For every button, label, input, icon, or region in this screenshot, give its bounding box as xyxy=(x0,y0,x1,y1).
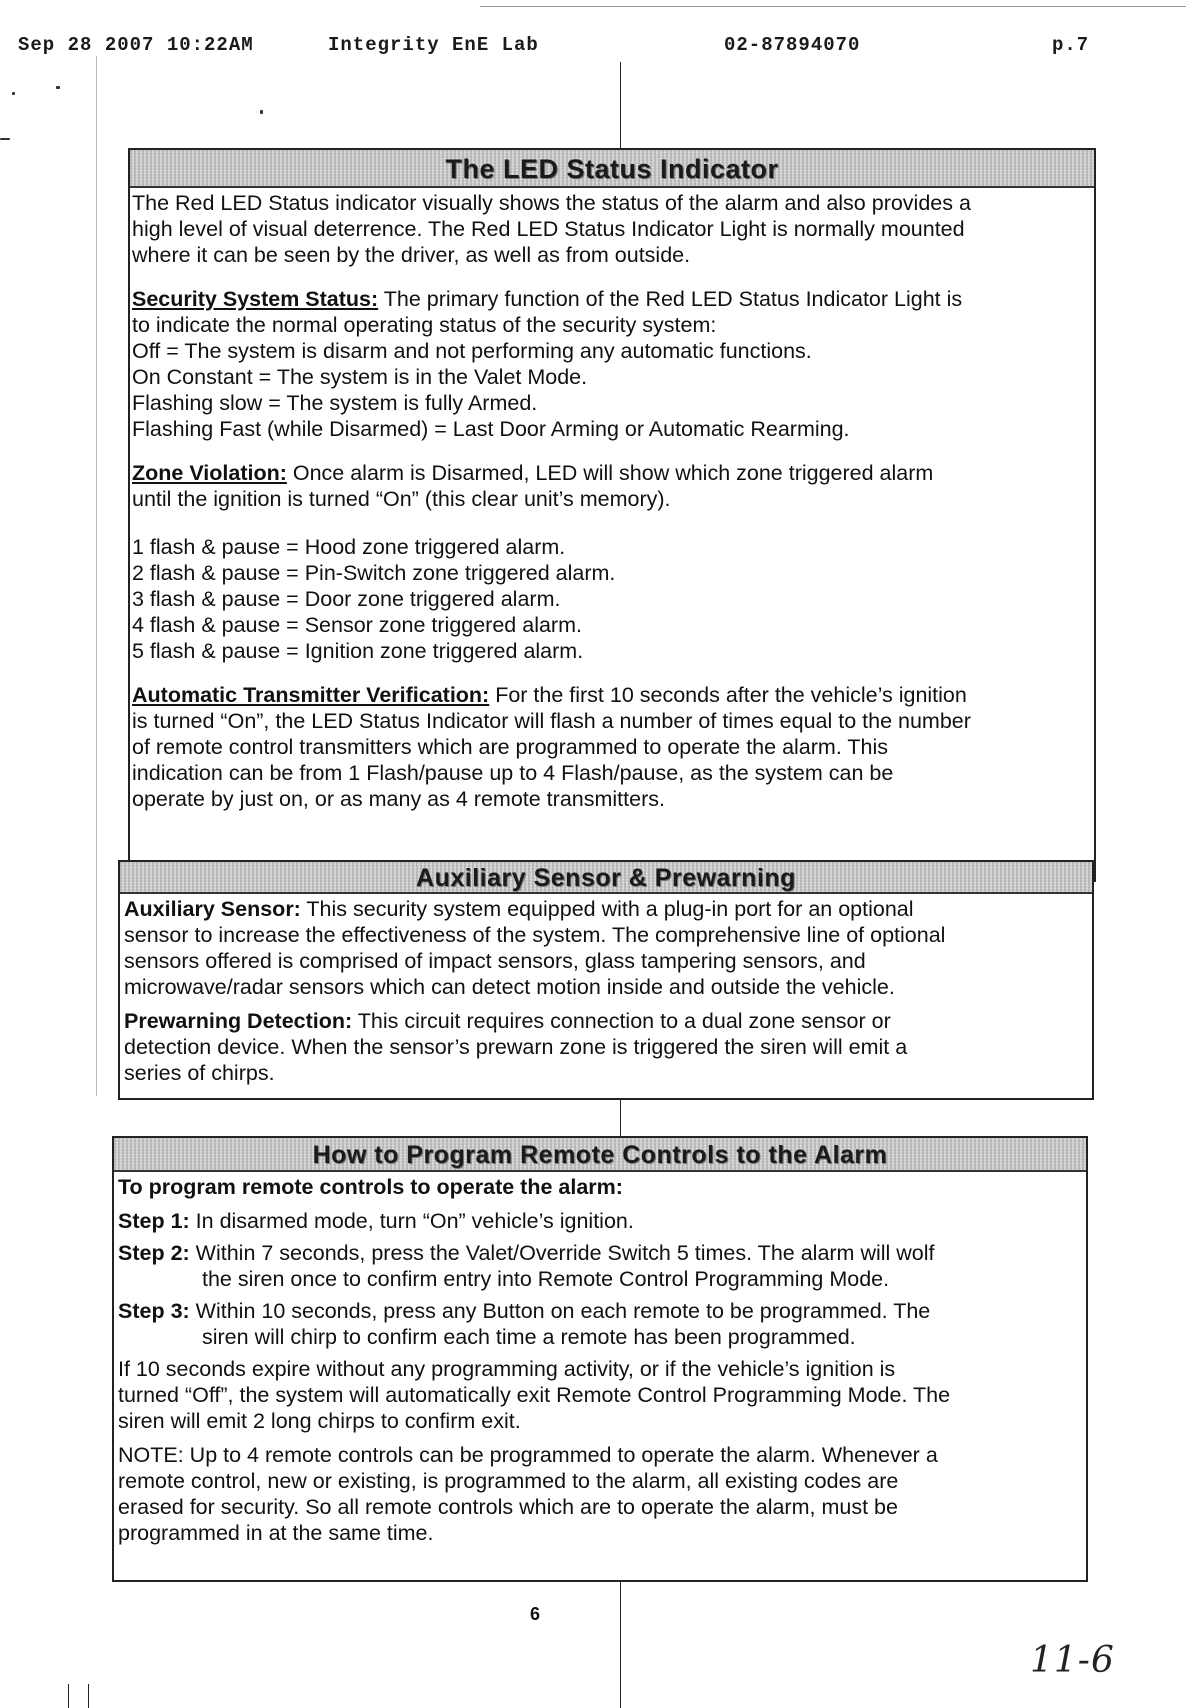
scan-speck xyxy=(56,86,60,89)
step2-text: Within 7 seconds, press the Valet/Override Switch 5 times. The alarm will wolf xyxy=(189,1241,935,1265)
note-line: erased for security. So all remote controls which are to operate the alarm, must be xyxy=(118,1495,898,1519)
flash-code-line: 3 flash & pause = Door zone triggered alarm. xyxy=(132,587,561,611)
zone-violation-line: until the ignition is turned “On” (this clear unit’s memory). xyxy=(132,487,671,511)
scan-speck xyxy=(0,138,10,140)
expire-line: siren will emit 2 long chirps to confirm exit. xyxy=(118,1409,521,1433)
scan-artifact-line xyxy=(68,1684,69,1708)
aux-sensor-line: sensors offered is comprised of impact sensors, glass tampering sensors, and xyxy=(124,949,866,973)
expire-line: turned “Off”, the system will automatically exit Remote Control Programming Mode. The xyxy=(118,1383,951,1407)
program-section-title: How to Program Remote Controls to the Alarm xyxy=(114,1138,1086,1172)
prewarning-line: series of chirps. xyxy=(124,1061,275,1085)
zone-violation-text: Once alarm is Disarmed, LED will show which zone triggered alarm xyxy=(286,461,934,485)
aux-sensor-line: sensor to increase the effectiveness of the system. The comprehensive line of optional xyxy=(124,923,946,947)
scan-speck xyxy=(260,110,263,114)
step1-label: Step 1: xyxy=(118,1209,190,1233)
security-line: Flashing slow = The system is fully Armed. xyxy=(132,391,538,415)
auto-verification-line: indication can be from 1 Flash/pause up to 4 Flash/pause, as the system can be xyxy=(132,761,894,785)
program-remote-section xyxy=(112,1136,1088,1582)
step1-text: In disarmed mode, turn “On” vehicle’s ignition. xyxy=(189,1209,634,1233)
note-line: remote control, new or existing, is programmed to the alarm, all existing codes are xyxy=(118,1469,899,1493)
zone-violation-label: Zone Violation: xyxy=(132,461,287,485)
flash-code-line: 5 flash & pause = Ignition zone triggered alarm. xyxy=(132,639,584,663)
security-line: On Constant = The system is in the Valet Mode. xyxy=(132,365,588,389)
auto-verification-line: of remote control transmitters which are programmed to operate the alarm. This xyxy=(132,735,889,759)
scan-speck xyxy=(12,92,15,95)
security-status-text: The primary function of the Red LED Status Indicator Light is xyxy=(378,287,963,311)
scan-artifact-line xyxy=(96,56,97,1096)
flash-code-line: 4 flash & pause = Sensor zone triggered alarm. xyxy=(132,613,582,637)
fax-header xyxy=(0,34,1186,60)
security-line: Off = The system is disarm and not performing any automatic functions. xyxy=(132,339,812,363)
fax-datetime: Sep 28 2007 10:22AM xyxy=(18,34,254,56)
led-intro-line: where it can be seen by the driver, as well as from outside. xyxy=(132,243,691,267)
aux-sensor-label: Auxiliary Sensor: xyxy=(124,897,301,921)
prewarning-label: Prewarning Detection: xyxy=(124,1009,353,1033)
flash-code-line: 1 flash & pause = Hood zone triggered alarm. xyxy=(132,535,566,559)
step3-label: Step 3: xyxy=(118,1299,190,1323)
auxiliary-sensor-section xyxy=(118,860,1094,1100)
led-status-section xyxy=(128,148,1096,882)
aux-sensor-line: microwave/radar sensors which can detect motion inside and outside the vehicle. xyxy=(124,975,895,999)
scan-artifact-line xyxy=(88,1684,89,1708)
aux-sensor-text: This security system equipped with a plug-in port for an optional xyxy=(300,897,914,921)
step2-continuation: the siren once to confirm entry into Remote Control Programming Mode. xyxy=(202,1267,890,1291)
program-heading: To program remote controls to operate the alarm: xyxy=(118,1175,623,1199)
aux-section-title: Auxiliary Sensor & Prewarning xyxy=(120,862,1092,894)
auto-verification-line: operate by just on, or as many as 4 remote transmitters. xyxy=(132,787,665,811)
fax-phone: 02-87894070 xyxy=(724,34,861,56)
led-intro-line: high level of visual deterrence. The Red LED Status Indicator Light is normally mounted xyxy=(132,217,965,241)
step3-text: Within 10 seconds, press any Button on each remote to be programmed. The xyxy=(189,1299,931,1323)
step3-continuation: siren will chirp to confirm each time a remote has been programmed. xyxy=(202,1325,856,1349)
security-line: to indicate the normal operating status of the security system: xyxy=(132,313,717,337)
flash-code-line: 2 flash & pause = Pin-Switch zone triggered alarm. xyxy=(132,561,616,585)
handwritten-note: 11-6 xyxy=(1030,1640,1115,1681)
led-section-title: The LED Status Indicator xyxy=(130,150,1094,188)
prewarning-line: detection device. When the sensor’s prewarn zone is triggered the siren will emit a xyxy=(124,1035,908,1059)
fax-top-rule xyxy=(480,6,1186,7)
led-intro-line: The Red LED Status indicator visually shows the status of the alarm and also provides a xyxy=(132,191,971,215)
step2-label: Step 2: xyxy=(118,1241,190,1265)
fax-page: p.7 xyxy=(1052,34,1090,56)
security-status-label: Security System Status: xyxy=(132,287,379,311)
expire-line: If 10 seconds expire without any programming activity, or if the vehicle’s ignition is xyxy=(118,1357,896,1381)
auto-verification-line: is turned “On”, the LED Status Indicator will flash a number of times equal to the number xyxy=(132,709,971,733)
note-line: NOTE: Up to 4 remote controls can be programmed to operate the alarm. Whenever a xyxy=(118,1443,938,1467)
note-line: programmed in at the same time. xyxy=(118,1521,434,1545)
auto-verification-text: For the first 10 seconds after the vehicle’s ignition xyxy=(489,683,967,707)
fax-sender: Integrity EnE Lab xyxy=(328,34,539,56)
page-number: 6 xyxy=(529,1604,540,1624)
prewarning-text: This circuit requires connection to a dual zone sensor or xyxy=(352,1009,891,1033)
auto-verification-label: Automatic Transmitter Verification: xyxy=(132,683,490,707)
security-line: Flashing Fast (while Disarmed) = Last Door Arming or Automatic Rearming. xyxy=(132,417,850,441)
